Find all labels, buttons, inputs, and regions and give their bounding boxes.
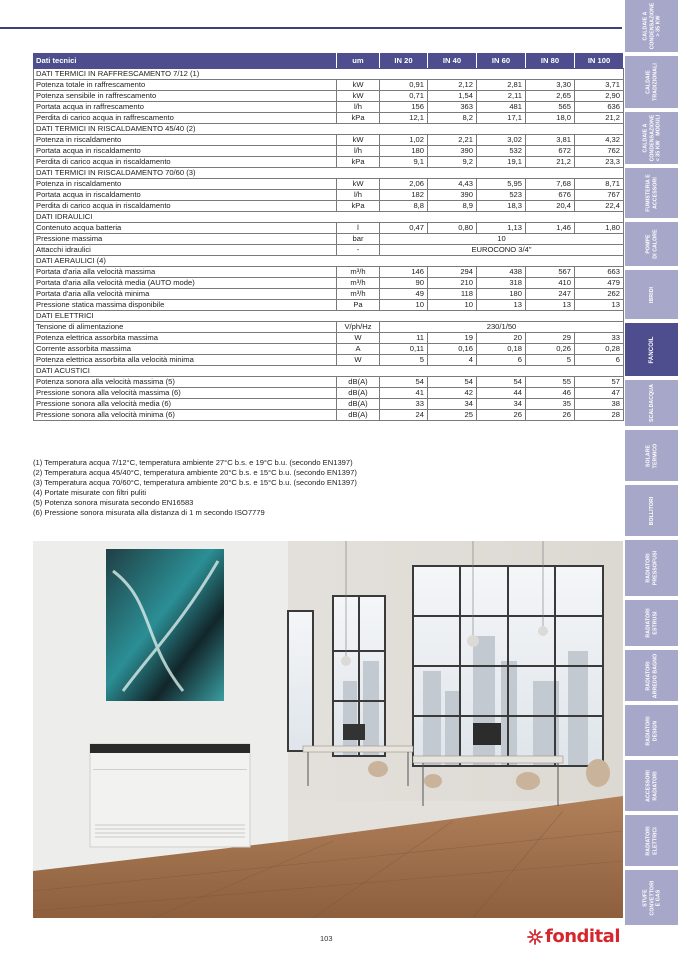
side-tab-label: RADIATORI ESTRUSI	[645, 608, 658, 638]
value-cell: 1,46	[526, 223, 575, 234]
value-cell: 10	[428, 300, 477, 311]
brand-name: fondital	[545, 926, 620, 947]
side-tab-label: POMPE DI CALORE	[645, 229, 658, 259]
value-cell: 8,71	[575, 179, 624, 190]
row-unit: dB(A)	[337, 377, 380, 388]
page-number: 103	[320, 934, 333, 943]
table-row	[34, 102, 624, 113]
value-cell: 294	[428, 267, 477, 278]
value-cell: 44	[477, 388, 526, 399]
table-row	[34, 113, 624, 124]
section-title: DATI TERMICI IN RAFFRESCAMENTO 7/12 (1)	[34, 69, 624, 80]
row-label: Potenza sensibile in raffrescamento	[34, 91, 337, 102]
row-label: Pressione sonora alla velocità minima (6)	[34, 410, 337, 421]
row-unit: kPa	[337, 113, 380, 124]
value-cell: 25	[428, 410, 477, 421]
value-cell: 21,2	[575, 113, 624, 124]
row-label: Potenza in riscaldamento	[34, 135, 337, 146]
value-cell: 1,02	[380, 135, 428, 146]
table-row	[34, 157, 624, 168]
row-label: Perdita di carico acqua in raffrescamento	[34, 113, 337, 124]
value-cell: 3,30	[526, 80, 575, 91]
value-cell: 567	[526, 267, 575, 278]
table-header-cell: Dati tecnici	[34, 54, 337, 69]
side-tab-radiatori-elettrici[interactable]	[625, 815, 678, 866]
table-row	[34, 300, 624, 311]
table-section-row	[34, 366, 624, 377]
table-row	[34, 135, 624, 146]
value-cell: 20,4	[526, 201, 575, 212]
table-section-row	[34, 69, 624, 80]
value-cell: 262	[575, 289, 624, 300]
value-cell: 2,21	[428, 135, 477, 146]
value-cell: 13	[477, 300, 526, 311]
table-row	[34, 190, 624, 201]
row-unit: A	[337, 344, 380, 355]
value-cell: 5	[526, 355, 575, 366]
side-tab-fancoil[interactable]	[625, 323, 678, 376]
side-tab-solare-termico[interactable]	[625, 430, 678, 481]
table-row	[34, 146, 624, 157]
value-cell: 2,12	[428, 80, 477, 91]
table-row	[34, 179, 624, 190]
value-cell: 3,02	[477, 135, 526, 146]
value-cell: 2,90	[575, 91, 624, 102]
side-tab-pompe-di-calore[interactable]	[625, 222, 678, 266]
value-cell: 0,71	[380, 91, 428, 102]
section-title: DATI ELETTRICI	[34, 311, 624, 322]
section-title: DATI AERAULICI (4)	[34, 256, 624, 267]
side-tab-label: STUFE CONVETTORI E GAS	[641, 880, 661, 915]
row-unit: V/ph/Hz	[337, 322, 380, 333]
footnote: (4) Portate misurate con filtri puliti	[33, 488, 147, 498]
value-cell: 663	[575, 267, 624, 278]
row-unit: l/h	[337, 190, 380, 201]
row-label: Perdita di carico acqua in riscaldamento	[34, 157, 337, 168]
row-label: Portata acqua in riscaldamento	[34, 190, 337, 201]
footnote: (5) Potenza sonora misurata secondo EN16583	[33, 498, 194, 508]
value-cell: 11	[380, 333, 428, 344]
side-tab-label: ACCESSORI RADIATORI	[645, 769, 658, 802]
value-cell: 318	[477, 278, 526, 289]
table-row	[34, 201, 624, 212]
value-cell: 24	[380, 410, 428, 421]
value-cell: 6	[477, 355, 526, 366]
value-cell: 28	[575, 410, 624, 421]
row-label: Perdita di carico acqua in riscaldamento	[34, 201, 337, 212]
table-row	[34, 410, 624, 421]
footnote: (1) Temperatura acqua 7/12°C, temperatura ambiente 27°C b.s. e 19°C b.u. (secondo EN1397)	[33, 458, 353, 467]
table-section-row	[34, 256, 624, 267]
table-section-row	[34, 311, 624, 322]
table-row	[34, 234, 624, 245]
value-cell: 54	[428, 377, 477, 388]
table-row	[34, 267, 624, 278]
row-unit: kW	[337, 135, 380, 146]
value-cell: 762	[575, 146, 624, 157]
value-cell: 23,3	[575, 157, 624, 168]
side-tab-label: SCALDACQUA	[648, 384, 655, 422]
table-row	[34, 278, 624, 289]
table-section-row	[34, 168, 624, 179]
table-header-cell: IN 60	[477, 54, 526, 69]
value-cell: 9,2	[428, 157, 477, 168]
value-cell: 0,80	[428, 223, 477, 234]
value-cell: 22,4	[575, 201, 624, 212]
value-cell: 182	[380, 190, 428, 201]
side-tab-label: IBRIDI	[648, 286, 655, 303]
side-tab-stufe-convettori-e-gas[interactable]	[625, 870, 678, 925]
footnote: (6) Pressione sonora misurata alla distanza di 1 m secondo ISO7779	[33, 508, 265, 518]
row-unit: kPa	[337, 201, 380, 212]
value-cell: 9,1	[380, 157, 428, 168]
value-cell: 18,3	[477, 201, 526, 212]
value-cell: 0,16	[428, 344, 477, 355]
value-cell: 29	[526, 333, 575, 344]
table-section-row	[34, 124, 624, 135]
side-tab-fumisteria-e-accessori[interactable]	[625, 168, 678, 218]
value-cell: 2,06	[380, 179, 428, 190]
footnote: (2) Temperatura acqua 45/40°C, temperatura ambiente 20°C b.s. e 15°C b.u. (secondo EN1397)	[33, 468, 357, 478]
value-cell: 3,81	[526, 135, 575, 146]
row-label: Potenza elettrica assorbita alla velocità minima	[34, 355, 337, 366]
value-cell: 5,95	[477, 179, 526, 190]
row-label: Portata d'aria alla velocità media (AUTO mode)	[34, 278, 337, 289]
section-title: DATI TERMICI IN RISCALDAMENTO 45/40 (2)	[34, 124, 624, 135]
row-label: Contenuto acqua batteria	[34, 223, 337, 234]
table-row	[34, 91, 624, 102]
side-tab-label: SOLARE TERMICO	[645, 443, 658, 468]
value-cell: 42	[428, 388, 477, 399]
table-row	[34, 223, 624, 234]
value-cell: 35	[526, 399, 575, 410]
table-header-cell: IN 80	[526, 54, 575, 69]
table-header-cell: IN 100	[575, 54, 624, 69]
row-unit: m³/h	[337, 289, 380, 300]
value-cell: 10	[380, 300, 428, 311]
section-title: DATI ACUSTICI	[34, 366, 624, 377]
row-unit: bar	[337, 234, 380, 245]
section-title: DATI IDRAULICI	[34, 212, 624, 223]
table-row	[34, 245, 624, 256]
value-cell: 363	[428, 102, 477, 113]
section-title: DATI TERMICI IN RISCALDAMENTO 70/60 (3)	[34, 168, 624, 179]
value-cell: 13	[526, 300, 575, 311]
row-unit: dB(A)	[337, 410, 380, 421]
office-scene-image	[33, 541, 623, 918]
side-tab-ibridi[interactable]	[625, 270, 678, 319]
row-label: Potenza sonora alla velocità massima (5)	[34, 377, 337, 388]
value-cell: 4,32	[575, 135, 624, 146]
table-row	[34, 80, 624, 91]
value-cell: 3,71	[575, 80, 624, 91]
row-label: Pressione massima	[34, 234, 337, 245]
row-unit: l/h	[337, 146, 380, 157]
value-cell: 18,0	[526, 113, 575, 124]
row-label: Portata d'aria alla velocità minima	[34, 289, 337, 300]
value-cell: 2,65	[526, 91, 575, 102]
row-label: Potenza elettrica assorbita massima	[34, 333, 337, 344]
value-cell: 180	[380, 146, 428, 157]
row-label: Potenza totale in raffrescamento	[34, 80, 337, 91]
value-cell: 41	[380, 388, 428, 399]
value-cell: 247	[526, 289, 575, 300]
table-header-row	[34, 54, 624, 69]
table-row	[34, 388, 624, 399]
value-cell: 34	[428, 399, 477, 410]
value-cell: 0,28	[575, 344, 624, 355]
value-cell: 438	[477, 267, 526, 278]
value-cell: 55	[526, 377, 575, 388]
row-label: Attacchi idraulici	[34, 245, 337, 256]
side-tab-bollitori[interactable]	[625, 485, 678, 536]
value-cell: 479	[575, 278, 624, 289]
value-cell: 8,9	[428, 201, 477, 212]
side-tab-accessori-radiatori[interactable]	[625, 760, 678, 811]
row-label: Portata acqua in riscaldamento	[34, 146, 337, 157]
value-cell: 390	[428, 190, 477, 201]
value-cell: 33	[380, 399, 428, 410]
value-cell: 8,8	[380, 201, 428, 212]
value-cell: 2,81	[477, 80, 526, 91]
side-tab-caldaie-a-condensazione-35-kw-moduli[interactable]	[625, 112, 678, 164]
value-cell: 19,1	[477, 157, 526, 168]
value-cell: 26	[477, 410, 526, 421]
value-cell: 34	[477, 399, 526, 410]
side-tab-label: FUMISTERIA E ACCESSORI	[645, 174, 658, 212]
table-row	[34, 399, 624, 410]
value-cell: 54	[477, 377, 526, 388]
value-cell: 532	[477, 146, 526, 157]
value-cell: 156	[380, 102, 428, 113]
value-cell: 8,2	[428, 113, 477, 124]
merged-value-cell: 230/1/50	[380, 322, 624, 333]
value-cell: 146	[380, 267, 428, 278]
value-cell: 6	[575, 355, 624, 366]
row-unit: Pa	[337, 300, 380, 311]
value-cell: 410	[526, 278, 575, 289]
table-header-cell: um	[337, 54, 380, 69]
row-unit: W	[337, 355, 380, 366]
side-tab-label: RADIATORI ARREDO BAGNO	[645, 653, 658, 698]
value-cell: 7,68	[526, 179, 575, 190]
row-unit: kPa	[337, 157, 380, 168]
product-photo	[33, 541, 623, 918]
row-label: Pressione sonora alla velocità media (6)	[34, 399, 337, 410]
row-label: Corrente assorbita massima	[34, 344, 337, 355]
merged-value-cell: EUROCONO 3/4"	[380, 245, 624, 256]
side-tab-label: CALDAIE TRADIZIONALI	[645, 63, 658, 101]
value-cell: 47	[575, 388, 624, 399]
value-cell: 672	[526, 146, 575, 157]
row-label: Portata acqua in raffrescamento	[34, 102, 337, 113]
category-side-tabs	[625, 0, 678, 925]
table-row	[34, 333, 624, 344]
value-cell: 2,11	[477, 91, 526, 102]
footnote: (3) Temperatura acqua 70/60°C, temperatura ambiente 20°C b.s. e 15°C b.u. (secondo EN1397)	[33, 478, 357, 488]
side-tab-caldaie-tradizionali[interactable]	[625, 56, 678, 108]
value-cell: 17,1	[477, 113, 526, 124]
side-tab-radiatori-estrusi[interactable]	[625, 600, 678, 646]
table-row	[34, 289, 624, 300]
side-tab-radiatori-arredo-bagno[interactable]	[625, 650, 678, 701]
value-cell: 12,1	[380, 113, 428, 124]
table-header-cell: IN 20	[380, 54, 428, 69]
value-cell: 180	[477, 289, 526, 300]
value-cell: 54	[380, 377, 428, 388]
snowflake-sun-icon	[527, 929, 543, 945]
table-header-cell: IN 40	[428, 54, 477, 69]
side-tab-radiatori-design[interactable]	[625, 705, 678, 756]
row-label: Potenza in riscaldamento	[34, 179, 337, 190]
table-row	[34, 344, 624, 355]
value-cell: 636	[575, 102, 624, 113]
value-cell: 0,91	[380, 80, 428, 91]
value-cell: 38	[575, 399, 624, 410]
value-cell: 0,26	[526, 344, 575, 355]
side-tab-label: BOLLITORI	[648, 496, 655, 525]
value-cell: 57	[575, 377, 624, 388]
value-cell: 523	[477, 190, 526, 201]
side-tab-label: FANCOIL	[648, 335, 655, 364]
row-unit: m³/h	[337, 267, 380, 278]
side-tab-label: RADIATORI ELETTRICI	[645, 825, 658, 856]
value-cell: 1,80	[575, 223, 624, 234]
row-unit: kW	[337, 80, 380, 91]
value-cell: 49	[380, 289, 428, 300]
value-cell: 118	[428, 289, 477, 300]
row-unit: kW	[337, 179, 380, 190]
row-unit: W	[337, 333, 380, 344]
row-unit: dB(A)	[337, 399, 380, 410]
row-unit: kW	[337, 91, 380, 102]
brand-logo	[527, 926, 620, 947]
value-cell: 4,43	[428, 179, 477, 190]
row-label: Pressione statica massima disponibile	[34, 300, 337, 311]
side-tab-scaldacqua[interactable]	[625, 380, 678, 426]
side-tab-label: RADIATORI PRESSOFUSI	[645, 550, 658, 586]
table-row	[34, 355, 624, 366]
value-cell: 46	[526, 388, 575, 399]
row-label: Pressione sonora alla velocità massima (6)	[34, 388, 337, 399]
value-cell: 0,18	[477, 344, 526, 355]
table-row	[34, 322, 624, 333]
side-tab-label: CALDAIE A CONDENSAZIONE < 35 KW MODULI	[641, 114, 661, 162]
row-unit: -	[337, 245, 380, 256]
value-cell: 481	[477, 102, 526, 113]
value-cell: 20	[477, 333, 526, 344]
row-unit: l	[337, 223, 380, 234]
row-unit: m³/h	[337, 278, 380, 289]
value-cell: 90	[380, 278, 428, 289]
value-cell: 26	[526, 410, 575, 421]
row-label: Tensione di alimentazione	[34, 322, 337, 333]
value-cell: 767	[575, 190, 624, 201]
value-cell: 1,54	[428, 91, 477, 102]
value-cell: 5	[380, 355, 428, 366]
value-cell: 210	[428, 278, 477, 289]
side-tab-label: RADIATORI DESIGN	[645, 715, 658, 746]
footnotes	[33, 458, 357, 519]
value-cell: 1,13	[477, 223, 526, 234]
value-cell: 0,11	[380, 344, 428, 355]
value-cell: 676	[526, 190, 575, 201]
row-unit: l/h	[337, 102, 380, 113]
row-unit: dB(A)	[337, 388, 380, 399]
row-label: Portata d'aria alla velocità massima	[34, 267, 337, 278]
value-cell: 0,47	[380, 223, 428, 234]
table-row	[34, 377, 624, 388]
side-tab-caldaie-a-condensazione-35-kw[interactable]	[625, 0, 678, 52]
table-section-row	[34, 212, 624, 223]
technical-data-table	[33, 53, 624, 421]
side-tab-radiatori-pressofusi[interactable]	[625, 540, 678, 596]
side-tab-label: CALDAIE A CONDENSAZIONE > 35 KW	[641, 2, 661, 50]
value-cell: 13	[575, 300, 624, 311]
value-cell: 4	[428, 355, 477, 366]
merged-value-cell: 10	[380, 234, 624, 245]
value-cell: 19	[428, 333, 477, 344]
value-cell: 21,2	[526, 157, 575, 168]
value-cell: 390	[428, 146, 477, 157]
header-rule	[0, 27, 622, 29]
value-cell: 565	[526, 102, 575, 113]
value-cell: 33	[575, 333, 624, 344]
